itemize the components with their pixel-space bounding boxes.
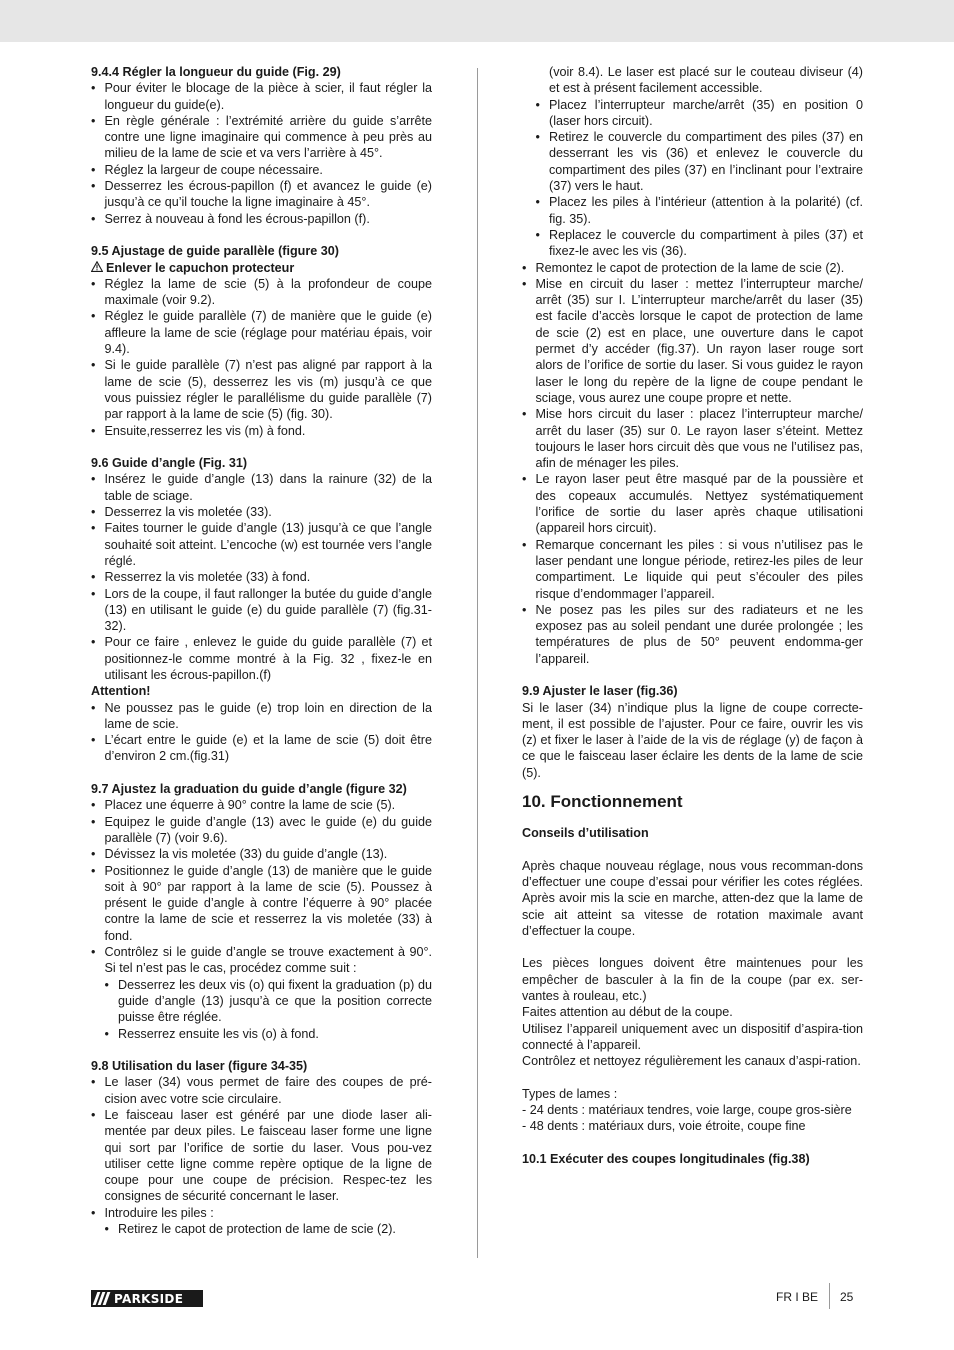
list-item: • Pour éviter le blocage de la pièce à scier, il faut régler la longueur du guide(e).: [91, 80, 432, 113]
section-99-title: 9.9 Ajuster le laser (fig.36): [522, 684, 678, 699]
logo-stripes-icon: [95, 1292, 110, 1305]
paragraph: Utilisez l’appareil uniquement avec un dispositif d’aspira-tion connecté à l’appareil.: [522, 1021, 863, 1052]
column-divider: [477, 68, 478, 1258]
list-item: • L’écart entre le guide (e) et la lame de scie (5) doit être d’environ 2 cm.(fig.31): [91, 732, 432, 765]
list-item: • Introduire les piles :: [91, 1205, 432, 1221]
list-item: • Desserrez la vis moletée (33).: [91, 504, 432, 520]
list-item: • Ensuite,resserrez les vis (m) à fond.: [91, 423, 432, 439]
list-item: • Faites tourner le guide d’angle (13) jusqu’à ce que l’angle souhaité soit atteint. L’encoche (w) est tournée vers l’angle réglé.: [91, 520, 432, 569]
list-item: • Pour ce faire , enlevez le guide du guide parallèle (7) et positionnez-le comme montré à la Fig. 32 , fixez-le en utilisant les écrous-papillon.(f): [91, 634, 432, 683]
footer-language: FR I BE: [776, 1290, 819, 1304]
list-item: • Lors de la coupe, il faut rallonger la butée du guide d’angle (13) en utilisant le guide (e) du guide parallèle (7) (fig.31-32).: [91, 586, 432, 635]
list-item: • Resserrez ensuite les vis (o) à fond.: [105, 1026, 433, 1042]
list-item: • Réglez le guide parallèle (7) de manière que le guide (e) affleure la lame de scie (réglage pour matériau épais, voir 9.4).: [91, 308, 432, 357]
section-10-subtitle: Conseils d’utilisation: [522, 826, 649, 841]
list-item: • Dévissez la vis moletée (33) du guide d’angle (13).: [91, 846, 432, 862]
list-item: • Placez l’interrupteur marche/arrêt (35) en position 0 (laser hors circuit).: [536, 97, 864, 130]
list-item: • Ne poussez pas le guide (e) trop loin en direction de la lame de scie.: [91, 700, 432, 733]
list-item: • Le faisceau laser est généré par une diode laser ali-mentée par deux piles. Le faisceau laser forme une ligne qui sort par l’orifice de sortie du laser. Vous pou-vez utiliser cette ligne comme repère optique de la ligne de coupe pour une coupe de précision. Respec-tez les consignes de sécurité concernant le laser.: [91, 1107, 432, 1205]
laser-list: [522, 260, 863, 667]
list-item: • Le rayon laser peut être masqué par de la poussière et des copeaux accumulés. Nettyez systématiquement l’orifice de sortie du laser après chaque utilisationi (appareil hors circuit).: [522, 471, 863, 536]
list-item: • Retirez le couvercle du compartiment des piles (37) en desserrant les vis (36) et enlevez le couvercle du compartiment des piles (37) en l’inclinant pour l’extraire (37) vers le haut.: [536, 129, 864, 194]
list-item: • Resserrez la vis moletée (33) à fond.: [91, 569, 432, 585]
list-item: • Insérez le guide d’angle (13) dans la rainure (32) de la table de sciage.: [91, 471, 432, 504]
paragraph: Après chaque nouveau réglage, nous vous recomman-dons d’effectuer une coupe d’essai pour vérifier les cotes réglées. Après avoir mis la scie en marche, atten-dez que la lame de scie ait atteint sa vitesse de rotation maximale avant d’effectuer la coupe.: [522, 858, 863, 938]
section-10-title: 10. Fonctionnement: [522, 792, 683, 812]
laser-sublist: [522, 97, 863, 260]
footer-divider: [829, 1283, 830, 1309]
paragraph: Faites attention au début de la coupe.: [522, 1005, 733, 1020]
blade-types-label: Types de lames :: [522, 1086, 618, 1101]
list-item: • Desserrez les écrous-papillon (f) et avancez le guide (e) jusqu’à ce qu’il touche la ligne imaginaire à 45°.: [91, 178, 432, 211]
section-95-list: [91, 276, 432, 439]
section-944-list: [91, 80, 432, 227]
section-97-sublist: [91, 977, 432, 1042]
list-item: • Desserrez les deux vis (o) qui fixent la graduation (p) du guide d’angle (13) jusqu’à ce que la position correcte puisse être réglée.: [105, 977, 433, 1026]
section-98-sublist: [91, 1221, 432, 1237]
list-item: • Retirez le capot de protection de lame de scie (2).: [105, 1221, 433, 1237]
parkside-logo: [91, 1290, 203, 1307]
list-item: • Réglez la largeur de coupe nécessaire.: [91, 162, 432, 178]
section-95-title: 9.5 Ajustage de guide parallèle (figure 30): [91, 244, 339, 259]
top-header-bar: [0, 0, 954, 42]
blade-type-item: - 24 dents : matériaux tendres, voie large, coupe gros-sière: [522, 1103, 852, 1118]
warning-text: Enlever le capuchon protecteur: [106, 260, 295, 275]
list-item: • Remarque concernant les piles : si vous n’utilisez pas le laser pendant une longue période, retirez-les piles de leur compartiment. Le liquide qui peut s’écouler des piles risque d’endommager l’appareil.: [522, 537, 863, 602]
list-item: • Le laser (34) vous permet de faire des coupes de pré-cision avec votre scie circulaire.: [91, 1074, 432, 1107]
continued-text: (voir 8.4). Le laser est placé sur le couteau diviseur (4) et est à présent facilement accessible.: [549, 65, 863, 96]
list-item: • Si le guide parallèle (7) n’est pas aligné par rapport à la lame de scie (5), desserrez les vis (m) jusqu’à ce que vous puissiez régler le parallélisme du guide parallèle (7) par rapport à la lame de scie (5) (fig. 30).: [91, 357, 432, 422]
list-item: • Placez une équerre à 90° contre la lame de scie (5).: [91, 797, 432, 813]
list-item: • Mise en circuit du laser : mettez l’interrupteur marche/ arrêt (35) sur I. L’interrupteur marche/arrêt du laser (35) est facile d’accès lorsque le capot de protection de lame de scie (2) est en place, une ouverture dans le capot permet d’y accéder (fig.37). Un rayon laser rouge sort alors de l’orifice de sortie du laser. Si vous guidez le rayon laser le long du repère de la ligne de coupe pendant le sciage, vous aurez une coupe propre et nette.: [522, 276, 863, 406]
paragraph: Les pièces longues doivent être maintenues pour les empêcher de basculer à la fin de la coupe (par ex. ser-vantes à rouleau, etc.): [522, 956, 863, 1004]
list-item: • Replacez le couvercle du compartiment à piles (37) et fixez-le avec les vis (36).: [536, 227, 864, 260]
list-item: • Positionnez le guide d’angle (13) de manière que le guide soit à 90° par rapport à la lame de scie (5). Poussez à présent le guide d’angle à contre l’équerre à 90° placée contre la lame de scie et resserrez la vis moletée (33) à fond.: [91, 863, 432, 944]
list-item: • Placez les piles à l’intérieur (attention à la polarité) (cf. fig. 35).: [536, 194, 864, 227]
section-97-list: [91, 797, 432, 976]
page-number: 25: [840, 1290, 854, 1304]
blade-type-item: - 48 dents : matériaux durs, voie étroite, coupe fine: [522, 1119, 806, 1134]
list-item: • Mise hors circuit du laser : placez l’interrupteur marche/ arrêt du laser (35) sur 0. Le rayon laser s’éteint. Mettez toujours le laser hors circuit dès que vous ne l’utilisez pas, afin de ménager les piles.: [522, 406, 863, 471]
logo-text: PARKSIDE: [114, 1291, 184, 1306]
warning-icon: [91, 260, 103, 276]
section-98-list: [91, 1074, 432, 1221]
section-944-title: 9.4.4 Régler la longueur du guide (Fig. 29): [91, 65, 341, 79]
attention-list: [91, 700, 432, 765]
right-column: [522, 64, 863, 1167]
list-item: • En règle générale : l’extrémité arrière du guide s’arrête contre une ligne imaginaire qui commence à peu près au milieu de la lame de scie et va vers l’arrière à 45°.: [91, 113, 432, 162]
attention-label: Attention!: [91, 684, 151, 699]
section-97-title: 9.7 Ajustez la graduation du guide d’angle (figure 32): [91, 782, 407, 797]
list-item: • Serrez à nouveau à fond les écrous-papillon (f).: [91, 211, 432, 227]
section-99-text: Si le laser (34) n’indique plus la ligne de coupe correcte-ment, il est possible de l’ajuster. Pour ce faire, ouvrir les vis (z) et fixer le laser à l’aide de la vis de réglage (y) de façon à ce que le faisceau laser éclaire les dents de la lame de scie (5).: [522, 700, 863, 780]
section-95-warning: [91, 260, 432, 276]
section-96-title: 9.6 Guide d’angle (Fig. 31): [91, 456, 248, 471]
left-column: [91, 64, 432, 1237]
section-96-list: [91, 471, 432, 683]
list-item: • Ne posez pas les piles sur des radiateurs et ne les exposez pas au soleil pendant une durée prolongée ; les températures de plus de 50° peuvent endomma-ger l’appareil.: [522, 602, 863, 667]
section-101-title: 10.1 Exécuter des coupes longitudinales (fig.38): [522, 1152, 810, 1166]
list-item: • Equipez le guide d’angle (13) avec le guide (e) du guide parallèle (7) (voir 9.6).: [91, 814, 432, 847]
list-item: • Réglez la lame de scie (5) à la profondeur de coupe maximale (voir 9.2).: [91, 276, 432, 309]
section-98-title: 9.8 Utilisation du laser (figure 34-35): [91, 1059, 308, 1074]
list-item: • Contrôlez si le guide d’angle se trouve exactement à 90°. Si tel n’est pas le cas, procédez comme suit :: [91, 944, 432, 977]
list-item: • Remontez le capot de protection de la lame de scie (2).: [522, 260, 863, 276]
paragraph: Contrôlez et nettoyez régulièrement les canaux d’aspi-ration.: [522, 1054, 861, 1069]
